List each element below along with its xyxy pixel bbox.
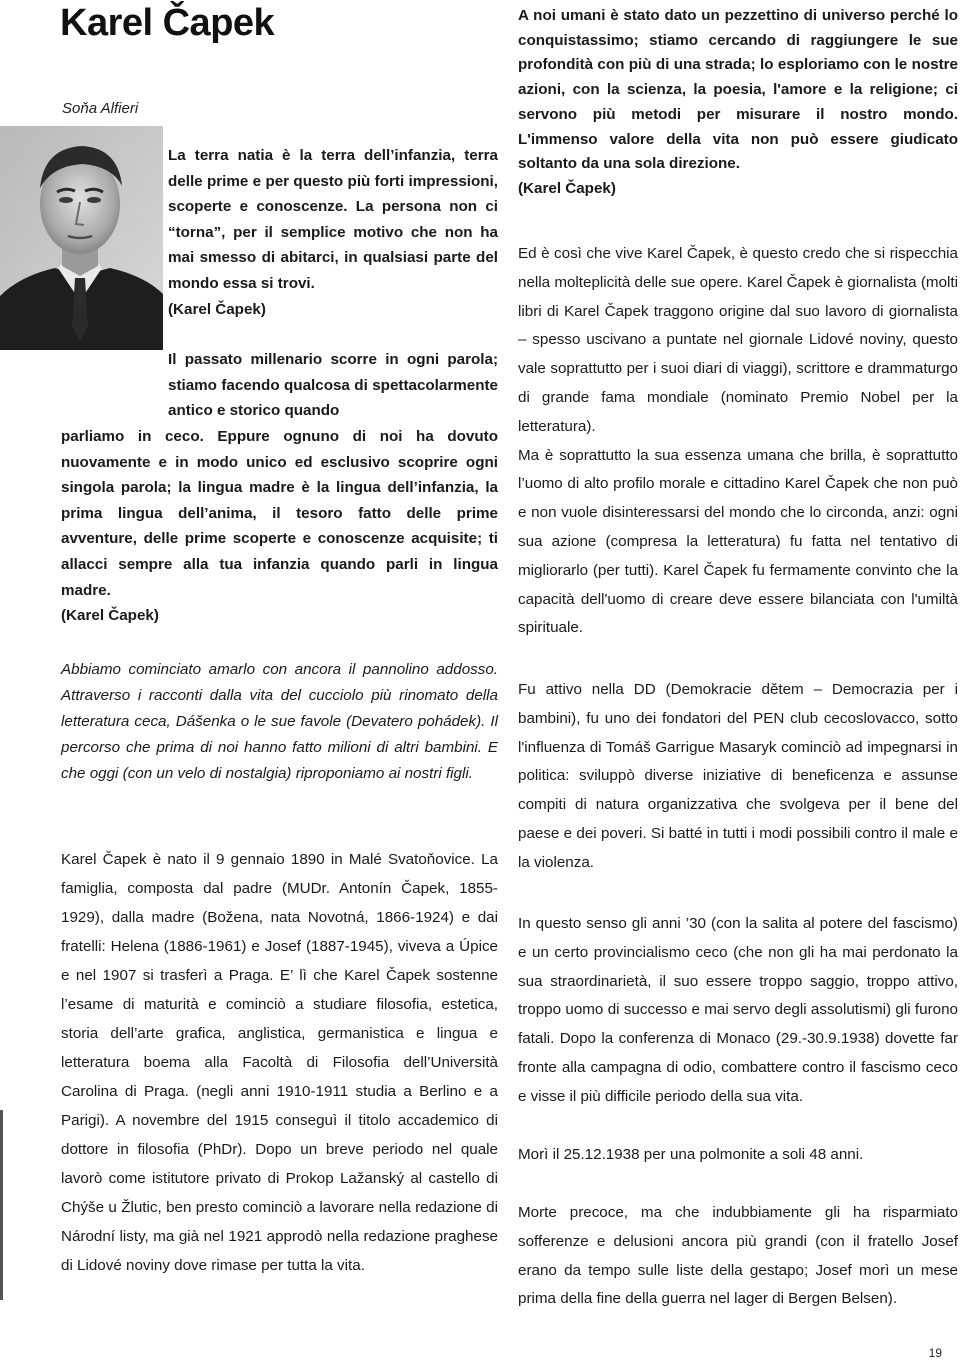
article-title: Karel Čapek [60,2,275,44]
quote-text: parliamo in ceco. Eppure ognuno di noi ha dovuto nuovamente e in modo unico ed esclusivo scoprire ogni singola parola; la lingua madre è la lingua dell’infanzia, la prima lingua dell’anima, il tesoro fatto delle prime avventure, delle prime scoperte e conoscenze acquisite; ti allacci sempre alla tua infanzia quando parli in lingua madre. [61,428,498,599]
quote-attribution: (Karel Čapek) [168,300,266,318]
quote-text: A noi umani è stato dato un pezzettino di universo perché lo conquistassimo; stiamo cercando di raggiungere le sue profondità con più di una strada; lo esploriamo con le nostre azioni, con la scienza, la poesia, l'amore e la religione; ci servono più metodi per misurare il nostro mondo. L'immenso valore della vita non può essere giudicato soltanto da una sola direzione. [518,7,958,173]
human-essence-text: Ma è soprattutto la sua essenza umana che brilla, è soprattutto l’uomo di alto profilo morale e cittadino Karel Čapek che non può e non vuole disinteressarsi del mondo che lo circonda, anzi: ogni sua azione (compresa la letteratura) fu fatta nel tentativo di migliorarlo (per tutti). Karel Čapek fu fermamente convinto che la capacità dell'uomo di creare deve essere bilanciata con l'umiltà spirituale. [518,446,958,637]
quote-universe [518,4,958,202]
quote-native-land [168,143,498,322]
author-name: Soňa Alfieri [62,100,139,117]
thirties-paragraph: In questo senso gli anni ’30 (con la salita al potere del fascismo) e un certo provincialismo ceco (che non gli ha mai perdonato la sua straordinarietà, il suo essere troppo saggio, troppo attivo, troppo uomo di successo e mai servo degli assolutismi) gli furono fatali. Dopo la conferenza di Monaco (29.-30.9.1938) dovette far fronte alla campagna di odio, combattere contro il fascismo ceco e visse il più difficile periodo della sua vita. [518,915,958,1105]
works-text: Ed è così che vive Karel Čapek, è questo credo che si rispecchia nella molteplicità delle sue opere. Karel Čapek è giornalista (molti libri di Karel Čapek traggono origine dal suo lavoro di giornalista – spesso uscivano a puntate nel giornale Lidové noviny, questo vale soprattutto per i suoi diari di viaggi), scrittore e drammaturgo di grande fama mondiale (nominato Premio Nobel per la letteratura). [518,245,958,435]
works-paragraph [518,240,958,643]
death-paragraph: Morì il 25.12.1938 per una polmonite a soli 48 anni. [518,1146,864,1163]
margin-stripe [0,1110,3,1300]
biography-paragraph: Karel Čapek è nato il 9 gennaio 1890 in Malé Svatoňovice. La famiglia, composta dal padre (MUDr. Antonín Čapek, 1855-1929), dalla madre (Božena, nata Novotná, 1866-1924) e dai fratelli: Helena (1886-1961) e Josef (1887-1945), viveva a Úpice e nel 1907 si trasferì a Praga. E’ lì che Karel Čapek sostenne l’esame di maturità e cominciò a studiare filosofia, estetica, storia dell’arte grafica, anglistica, germanistica e lingua e letteratura boema alla Facoltà di Filosofia dell’Università Carolina di Praga. (negli anni 1910-1911 studia a Berlino e a Parigi). A novembre del 1915 conseguì il titolo accademico di dottore in filosofia (PhDr). Dopo un breve periodo nel quale lavorò come istitutore privato di Prokop Lažanský al castello di Chýše u Žlutic, ben presto cominciò a lavorare nella redazione di Národní listy, ma già nel 1921 approdò nella redazione praghese di Lidové noviny dove rimase per tutta la vita. [61,851,498,1274]
quote-attribution: (Karel Čapek) [518,179,616,197]
quote-language-part2 [61,424,498,629]
author-portrait-photo [0,126,163,350]
early-death-paragraph: Morte precoce, ma che indubbiamente gli ha risparmiato sofferenze e delusioni ancora più grandi (con il fratello Josef erano da tempo sulle liste della gestapo; Josef morì un mese prima della fine della guerra nel lager di Bergen Belsen). [518,1204,958,1308]
lead-paragraph: Abbiamo cominciato amarlo con ancora il pannolino addosso. Attraverso i racconti dalla vita del cucciolo più rinomato della letteratura ceca, Dášenka o le sue favole (Devatero pohádek). Il percorso che prima di noi hanno fatto milioni di altri bambini. E che oggi (con un velo di nostalgia) riproponiamo ai nostri figli. [61,661,498,782]
civic-activity-paragraph: Fu attivo nella DD (Demokracie dětem – Democrazia per i bambini), fu uno dei fondatori del PEN club cecoslovacco, sotto l'influenza di Tomáš Garrigue Masaryk cominciò ad impegnarsi in politica: sviluppò diverse iniziative di beneficenza e assunse compiti di natura organizzativa che svolgeva per il bene del paese e dei poveri. Si batté in tutti i modi possibili contro il male e la violenza. [518,681,958,871]
quote-text: La terra natia è la terra dell’infanzia, terra delle prime e per questo più forti impressioni, scoperte e conoscenze. La persona non ci “torna”, per il semplice motivo che non ha mai smesso di abitarci, in qualsiasi parte del mondo essa si trovi. [168,147,498,292]
page-number: 19 [928,1346,942,1360]
quote-language-part1: Il passato millenario scorre in ogni parola; stiamo facendo qualcosa di spettacolarmente antico e storico quando [168,351,498,420]
quote-attribution: (Karel Čapek) [61,607,159,625]
